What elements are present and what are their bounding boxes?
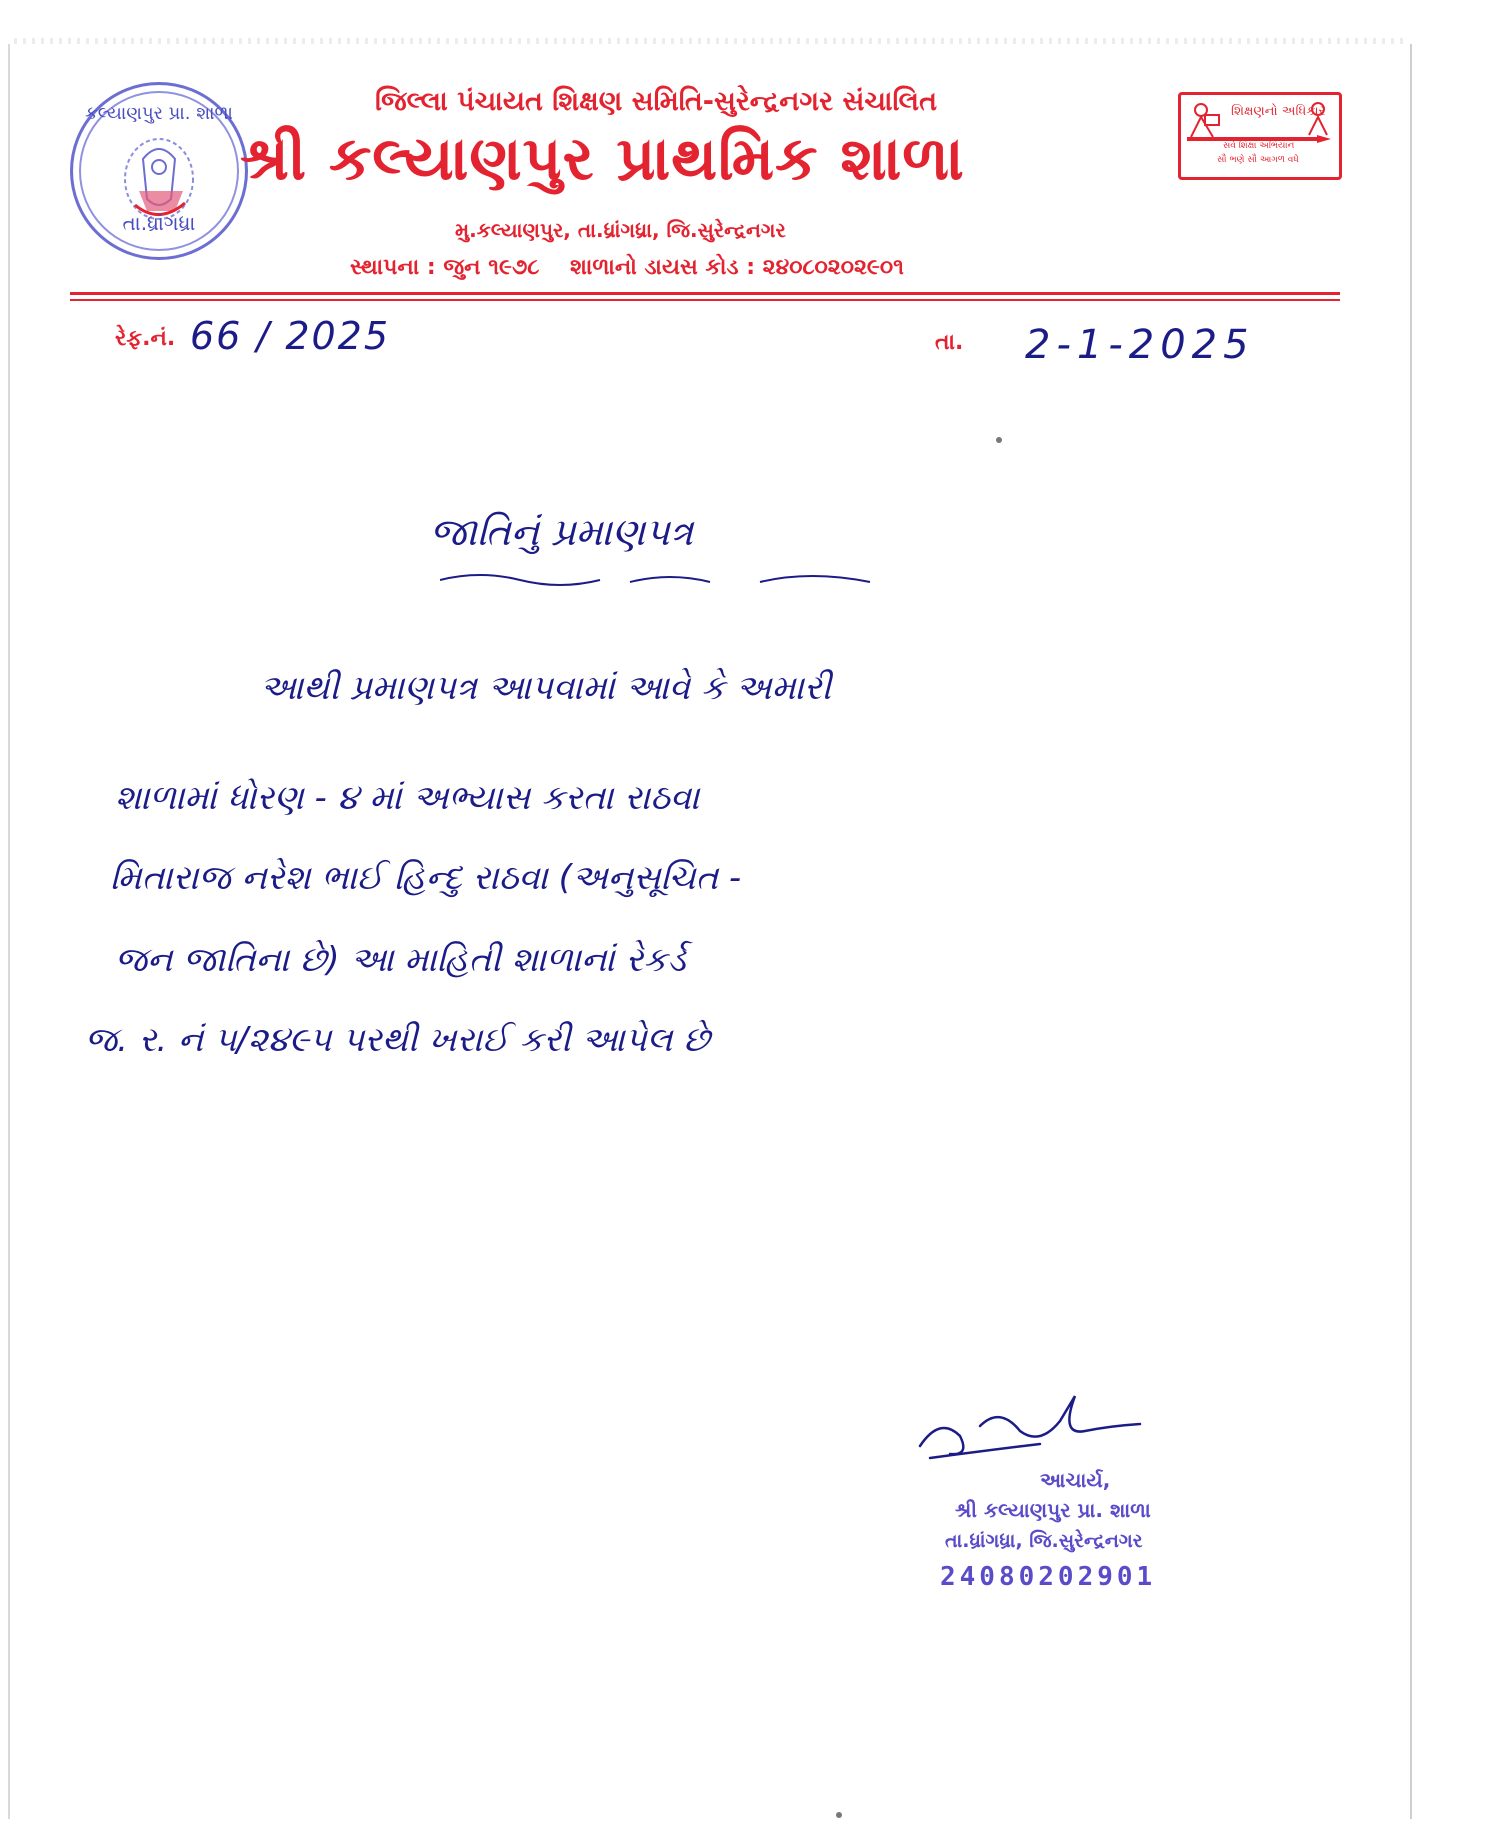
body-line: જન જાતિના છે) આ માહિતી શાળાનાં રેકર્ડ	[115, 940, 686, 980]
heading-underline	[440, 568, 900, 598]
body-line: મિતારાજ નરેશ ભાઈ હિન્દુ રાઠવા (અનુસૂચિત -	[110, 858, 742, 898]
letterhead-subtitle: જિલ્લા પંચાયત શિક્ષણ સમિતિ-સુરેન્દ્રનગર સંચાલિત	[375, 86, 937, 117]
letter-sheet	[8, 44, 1412, 1819]
certificate-heading: જાતિનું પ્રમાણપત્ર	[430, 510, 694, 554]
school-address: મુ.કલ્યાણપુર, તા.ધ્રાંગધ્રા, જિ.સુરેન્દ્રનગર	[455, 218, 786, 242]
paper-speck	[996, 437, 1002, 443]
badge-line-1: સર્વ શિક્ષા અભિયાન	[1223, 141, 1295, 151]
school-name-title: શ્રી કલ્યાણપુર પ્રાથમિક શાળા	[240, 124, 965, 194]
badge-line-2: સૌ ભણે સૌ આગળ વધે	[1217, 155, 1299, 165]
right-to-education-badge	[1178, 92, 1342, 180]
ref-number-label: રેફ.નં.	[115, 326, 176, 351]
principal-signature	[910, 1386, 1170, 1466]
header-divider-bottom	[70, 299, 1340, 301]
body-line: શાળામાં ધોરણ - ૪ માં અભ્યાસ કરતા રાઠવા	[115, 778, 700, 818]
child-writing-icon	[1303, 101, 1333, 137]
date-value: 2-1-2025	[1025, 322, 1255, 368]
school-seal	[70, 82, 248, 260]
seal-top-text: કલ્યાણપુર પ્રા. શાળા	[85, 103, 233, 124]
badge-title: શિક્ષણનો અધિકાર	[1231, 104, 1326, 119]
body-line: આથી પ્રમાણપત્ર આપવામાં આવે કે અમારી	[260, 668, 832, 708]
stamp-dise-code: 24080202901	[940, 1562, 1157, 1592]
stamp-designation: આચાર્ય,	[1040, 1468, 1111, 1492]
date-label: તા.	[935, 330, 964, 355]
stamp-school-name: શ્રી કલ્યાણપુર પ્રા. શાળા	[955, 1498, 1151, 1522]
paper-speck	[836, 1812, 842, 1818]
body-line: જ. ર. નં ૫/૨૪૯૫ પરથી ખરાઈ કરી આપેલ છે	[85, 1020, 710, 1060]
seal-bottom-text: તા.ધ્રાંગધ્રા	[122, 211, 196, 235]
stamp-location: તા.ધ્રાંગધ્રા, જિ.સુરેન્દ્રનગર	[945, 1530, 1143, 1552]
header-divider-top	[70, 292, 1340, 295]
ref-number-value: 66 / 2025	[190, 314, 391, 358]
establishment-and-dise-code: સ્થાપના : જુન ૧૯૭૮ શાળાનો ડાયસ કોડ : ૨૪૦૮૦૨૦૨૯૦૧	[350, 255, 904, 280]
